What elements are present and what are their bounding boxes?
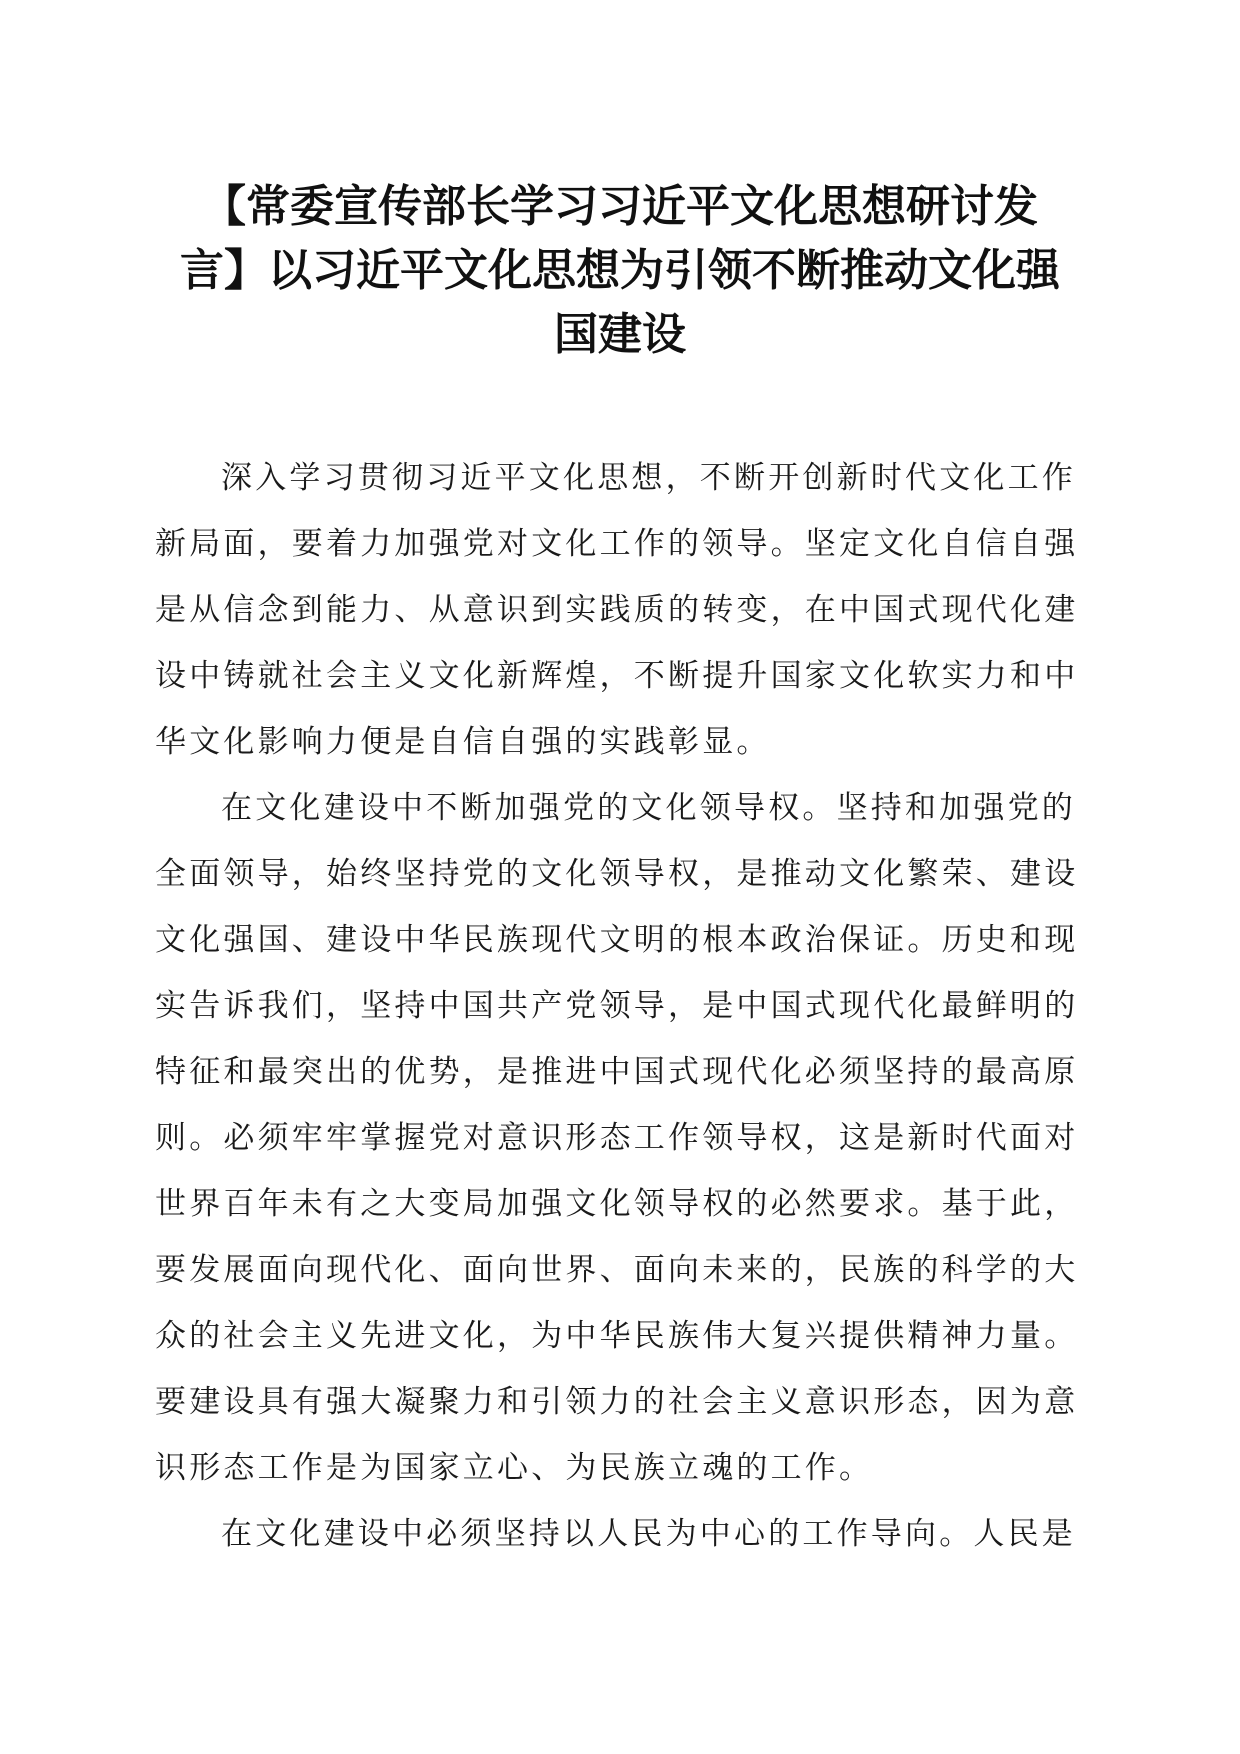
title-line: 【常委宣传部长学习习近平文化思想研讨发 (202, 181, 1038, 232)
text-line: 设中铸就社会主义文化新辉煌，不断提升国家文化软实力和中 (155, 658, 1079, 694)
text-line: 新局面，要着力加强党对文化工作的领导。坚定文化自信自强 (155, 526, 1079, 562)
text-line: 则。必须牢牢掌握党对意识形态工作领导权，这是新时代面对 (155, 1120, 1079, 1156)
text-line: 在文化建设中必须坚持以人民为中心的工作导向。人民是 (221, 1516, 1076, 1552)
paragraph-1 (155, 445, 1085, 775)
text-line: 世界百年未有之大变局加强文化领导权的必然要求。基于此， (155, 1186, 1079, 1222)
text-line: 在文化建设中不断加强党的文化领导权。坚持和加强党的 (221, 790, 1076, 826)
text-line: 要发展面向现代化、面向世界、面向未来的，民族的科学的大 (155, 1252, 1079, 1288)
text-line: 是从信念到能力、从意识到实践质的转变，在中国式现代化建 (155, 592, 1079, 628)
text-line: 众的社会主义先进文化，为中华民族伟大复兴提供精神力量。 (155, 1318, 1079, 1354)
document-title (150, 175, 1090, 367)
text-line: 全面领导，始终坚持党的文化领导权，是推动文化繁荣、建设 (155, 856, 1079, 892)
text-line: 要建设具有强大凝聚力和引领力的社会主义意识形态，因为意 (155, 1384, 1079, 1420)
text-line: 实告诉我们，坚持中国共产党领导，是中国式现代化最鲜明的 (155, 988, 1079, 1024)
text-line: 文化强国、建设中华民族现代文明的根本政治保证。历史和现 (155, 922, 1079, 958)
text-line: 深入学习贯彻习近平文化思想，不断开创新时代文化工作 (221, 460, 1076, 496)
text-line: 特征和最突出的优势，是推进中国式现代化必须坚持的最高原 (155, 1054, 1079, 1090)
text-line: 识形态工作是为国家立心、为民族立魂的工作。 (155, 1450, 874, 1486)
text-line: 华文化影响力便是自信自强的实践彰显。 (155, 724, 771, 760)
paragraph-2 (155, 775, 1085, 1501)
title-line: 言】以习近平文化思想为引领不断推动文化强 (180, 245, 1060, 296)
paragraph-3 (155, 1501, 1085, 1567)
title-line: 国建设 (554, 309, 686, 360)
document-body (155, 445, 1085, 1567)
